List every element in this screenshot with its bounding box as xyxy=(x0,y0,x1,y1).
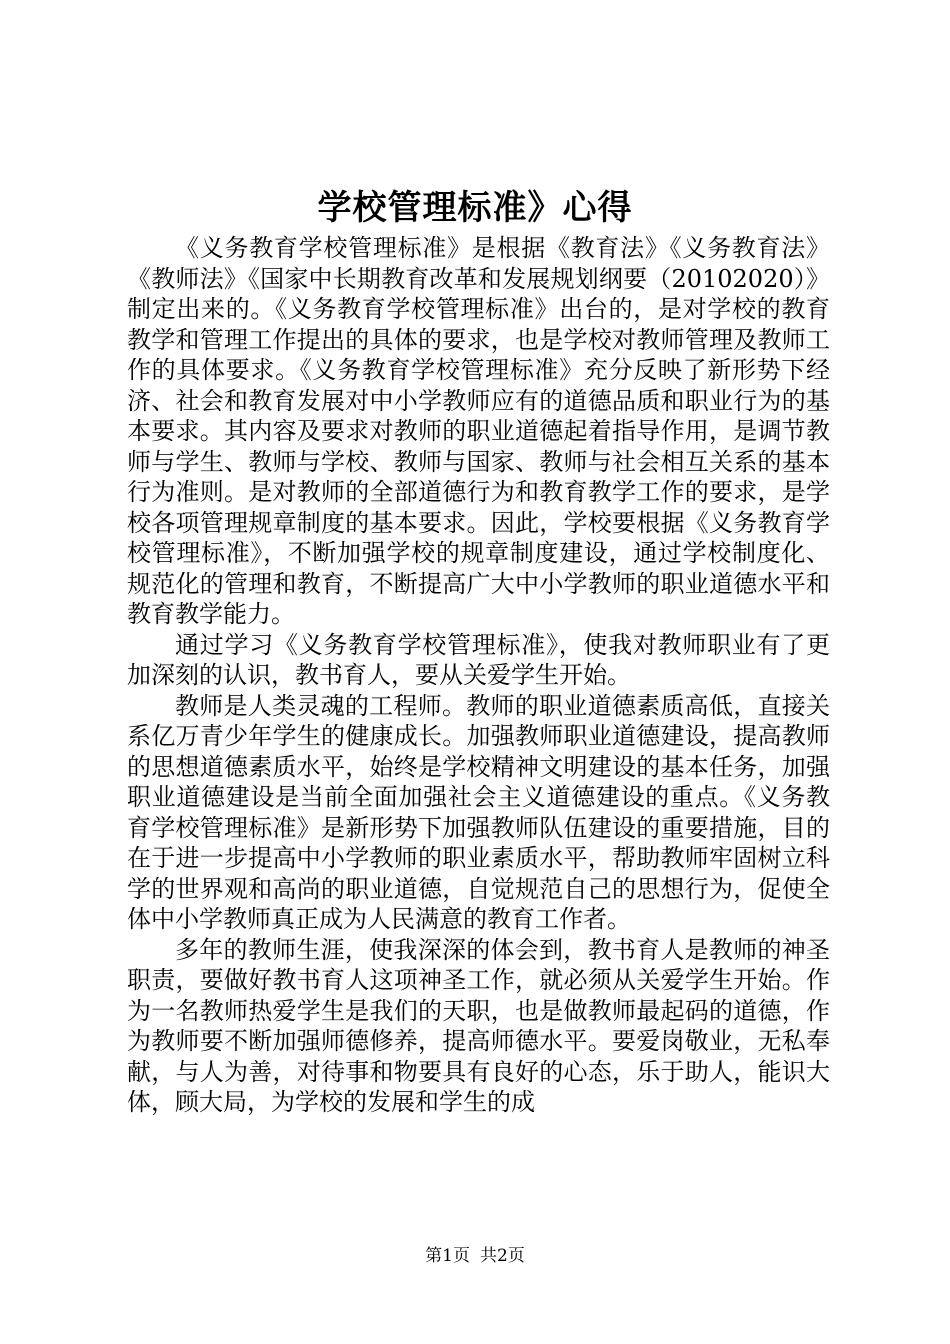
document-title: 学校管理标准》心得 xyxy=(317,188,633,228)
paragraph: 《义务教育学校管理标准》是根据《教育法》《义务教育法》《教师法》《国家中长期教育改革和发展规划纲要（20102020）》制定出来的。《义务教育学校管理标准》出台的，是对学校的教育教学和管理工作提出的具体的要求，也是学校对教师管理及教师工作的具体要求。《义务教育学校管理标准》充分反映了新形势下经济、社会和教育发展对中小学教师应有的道德品质和职业行为的基本要求。其内容及要求对教师的职业道德起着指导作用，是调节教师与学生、教师与学校、教师与国家、教师与社会相互关系的基本行为准则。是对教师的全部道德行为和教育教学工作的要求，是学校各项管理规章制度的基本要求。因此，学校要根据《义务教育学校管理标准》，不断加强学校的规章制度建设，通过学校制度化、规范化的管理和教育，不断提高广大中小学教师的职业道德水平和教育教学能力。 xyxy=(127,234,830,628)
paragraph: 教师是人类灵魂的工程师。教师的职业道德素质高低，直接关系亿万青少年学生的健康成长。加强教师职业道德建设，提高教师的思想道德素质水平，始终是学校精神文明建设的基本任务，加强职业道德建设是当前全面加强社会主义道德建设的重点。《义务教育学校管理标准》是新形势下加强教师队伍建设的重要措施，目的在于进一步提高中小学教师的职业素质水平，帮助教师牢固树立科学的世界观和高尚的职业道德，自觉规范自己的思想行为，促使全体中小学教师真正成为人民满意的教育工作者。 xyxy=(127,691,830,933)
paragraph: 多年的教师生涯，使我深深的体会到，教书育人是教师的神圣职责，要做好教书育人这项神圣工作，就必须从关爱学生开始。作为一名教师热爱学生是我们的天职，也是做教师最起码的道德，作为教师要不断加强师德修养，提高师德水平。要爱岗敬业，无私奉献，与人为善，对待事和物要具有良好的心态，乐于助人，能识大体，顾大局，为学校的发展和学生的成 xyxy=(127,935,830,1116)
page-number-current: 第1页 xyxy=(425,1246,470,1266)
page-footer xyxy=(0,1244,950,1268)
document-body xyxy=(127,233,830,1118)
page-number-total: 共2页 xyxy=(480,1246,525,1266)
paragraph: 通过学习《义务教育学校管理标准》，使我对教师职业有了更加深刻的认识，教书育人，要从关爱学生开始。 xyxy=(127,630,830,689)
